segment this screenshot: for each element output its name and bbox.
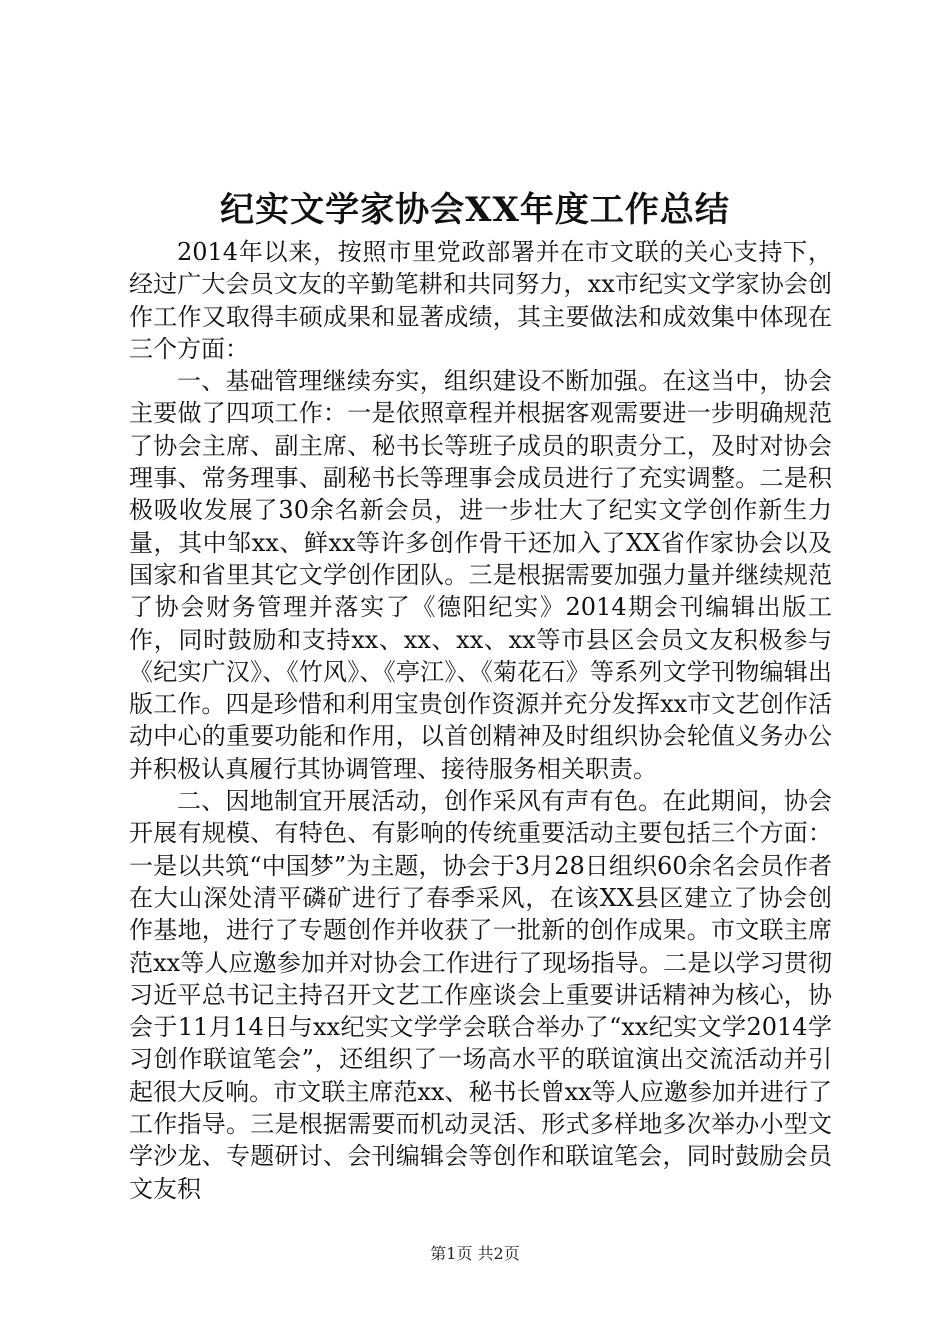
paragraph-intro: 2014年以来，按照市里党政部署并在市文联的关心支持下，经过广大会员文友的辛勤笔耕和共同努力，xx市纪实文学家协会创作工作又取得丰硕成果和显著成绩，其主要做法和成效集中体现在三个方面：	[129, 238, 832, 363]
paragraph-section-two: 二、因地制宜开展活动，创作采风有声有色。在此期间，协会开展有规模、有特色、有影响的传统重要活动主要包括三个方面：一是以共筑“中国梦”为主题，协会于3月28日组织60余名会员作者在大山深处清平磷矿进行了春季采风，在该XX县区建立了协会创作基地，进行了专题创作并收获了一批新的创作成果。市文联主席范xx等人应邀参加并对协会工作进行了现场指导。二是以学习贯彻习近平总书记主持召开文艺工作座谈会上重要讲话精神为核心，协会于11月14日与xx纪实文学学会联合举办了“xx纪实文学2014学习创作联谊笔会”，还组织了一场高水平的联谊演出交流活动并引起很大反响。市文联主席范xx、秘书长曾xx等人应邀参加并进行了工作指导。三是根据需要而机动灵活、形式多样地多次举办小型文学沙龙、专题研讨、会刊编辑会等创作和联谊笔会，同时鼓励会员文友积	[129, 787, 832, 1203]
document-title: 纪实文学家协会XX年度工作总结	[220, 190, 730, 230]
document-body	[129, 236, 832, 1205]
paragraph-section-one: 一、基础管理继续夯实，组织建设不断加强。在这当中，协会主要做了四项工作：一是依照章程并根据客观需要进一步明确规范了协会主席、副主席、秘书长等班子成员的职责分工，及时对协会理事、常务理事、副秘书长等理事会成员进行了充实调整。二是积极吸收发展了30余名新会员，进一步壮大了纪实文学创作新生力量，其中邹xx、鲜xx等许多创作骨干还加入了XX省作家协会以及国家和省里其它文学创作团队。三是根据需要加强力量并继续规范了协会财务管理并落实了《德阳纪实》2014期会刊编辑出版工作，同时鼓励和支持xx、xx、xx、xx等市县区会员文友积极参与《纪实广汉》、《竹风》、《亭江》、《菊花石》等系列文学刊物编辑出版工作。四是珍惜和利用宝贵创作资源并充分发挥xx市文艺创作活动中心的重要功能和作用，以首创精神及时组织协会轮值义务办公并积极认真履行其协调管理、接待服务相关职责。	[129, 367, 832, 783]
page-number-footer: 第1页 共2页	[430, 1244, 520, 1263]
